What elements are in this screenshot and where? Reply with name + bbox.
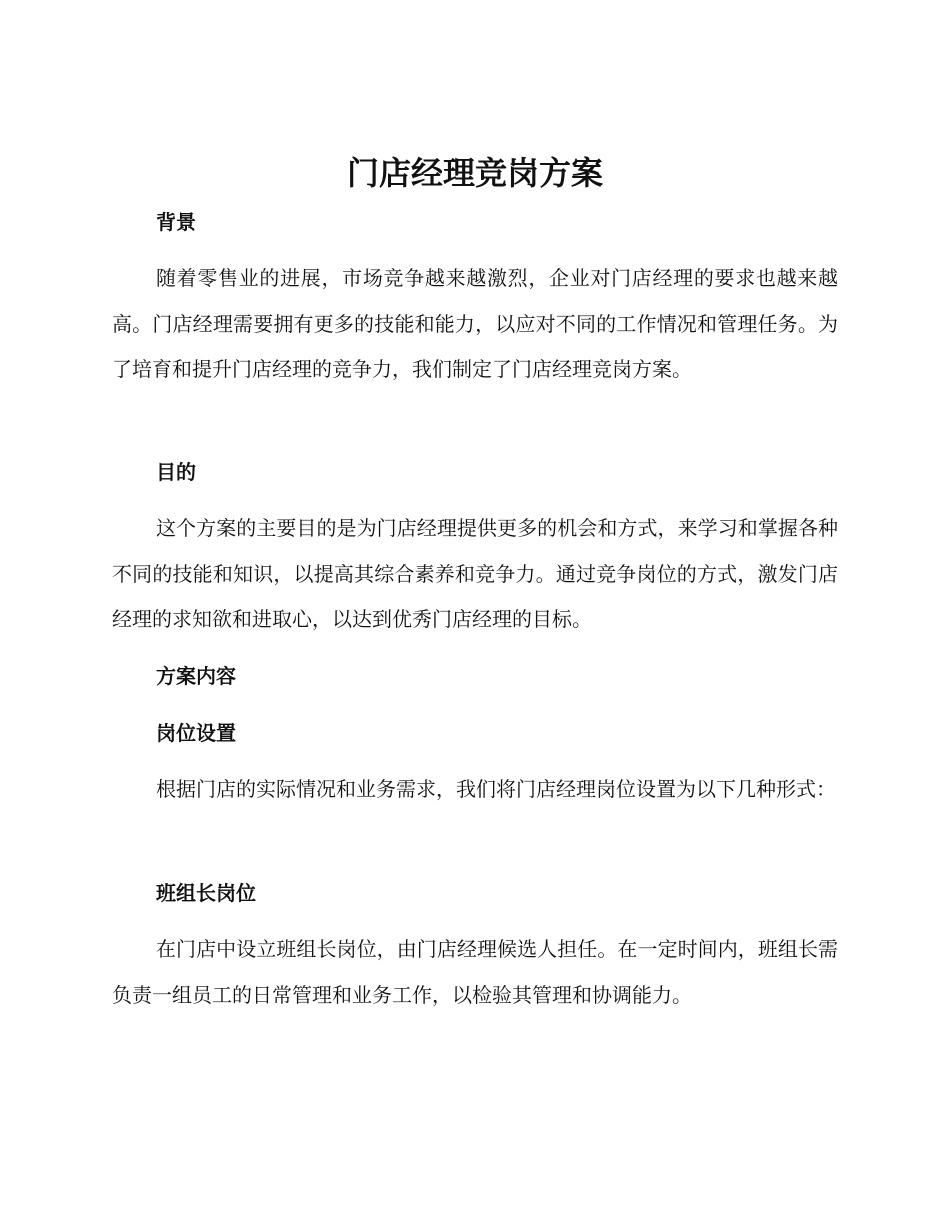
section-heading-purpose: 目的 xyxy=(156,460,196,484)
section-paragraph-purpose: 这个方案的主要目的是为门店经理提供更多的机会和方式，来学习和掌握各种不同的技能和知识，以提高其综合素养和竞争力。通过竞争岗位的方式，激发门店经理的求知欲和进取心，以达到优秀门店经理的目标。 xyxy=(112,516,838,631)
section-heading-background: 背景 xyxy=(156,210,196,234)
section-heading-plan-content: 方案内容 xyxy=(156,664,236,688)
section-paragraph-team-leader: 在门店中设立班组长岗位，由门店经理候选人担任。在一定时间内，班组长需负责一组员工的日常管理和业务工作，以检验其管理和协调能力。 xyxy=(112,937,838,1007)
section-heading-team-leader: 班组长岗位 xyxy=(156,881,256,905)
section-heading-position-setup: 岗位设置 xyxy=(156,721,236,745)
document-title: 门店经理竞岗方案 xyxy=(346,154,603,192)
section-paragraph-background: 随着零售业的进展，市场竞争越来越激烈，企业对门店经理的要求也越来越高。门店经理需要拥有更多的技能和能力，以应对不同的工作情况和管理任务。为了培育和提升门店经理的竞争力，我们制定了门店经理竞岗方案。 xyxy=(112,266,838,381)
section-paragraph-position-setup: 根据门店的实际情况和业务需求，我们将门店经理岗位设置为以下几种形式： xyxy=(156,777,836,801)
